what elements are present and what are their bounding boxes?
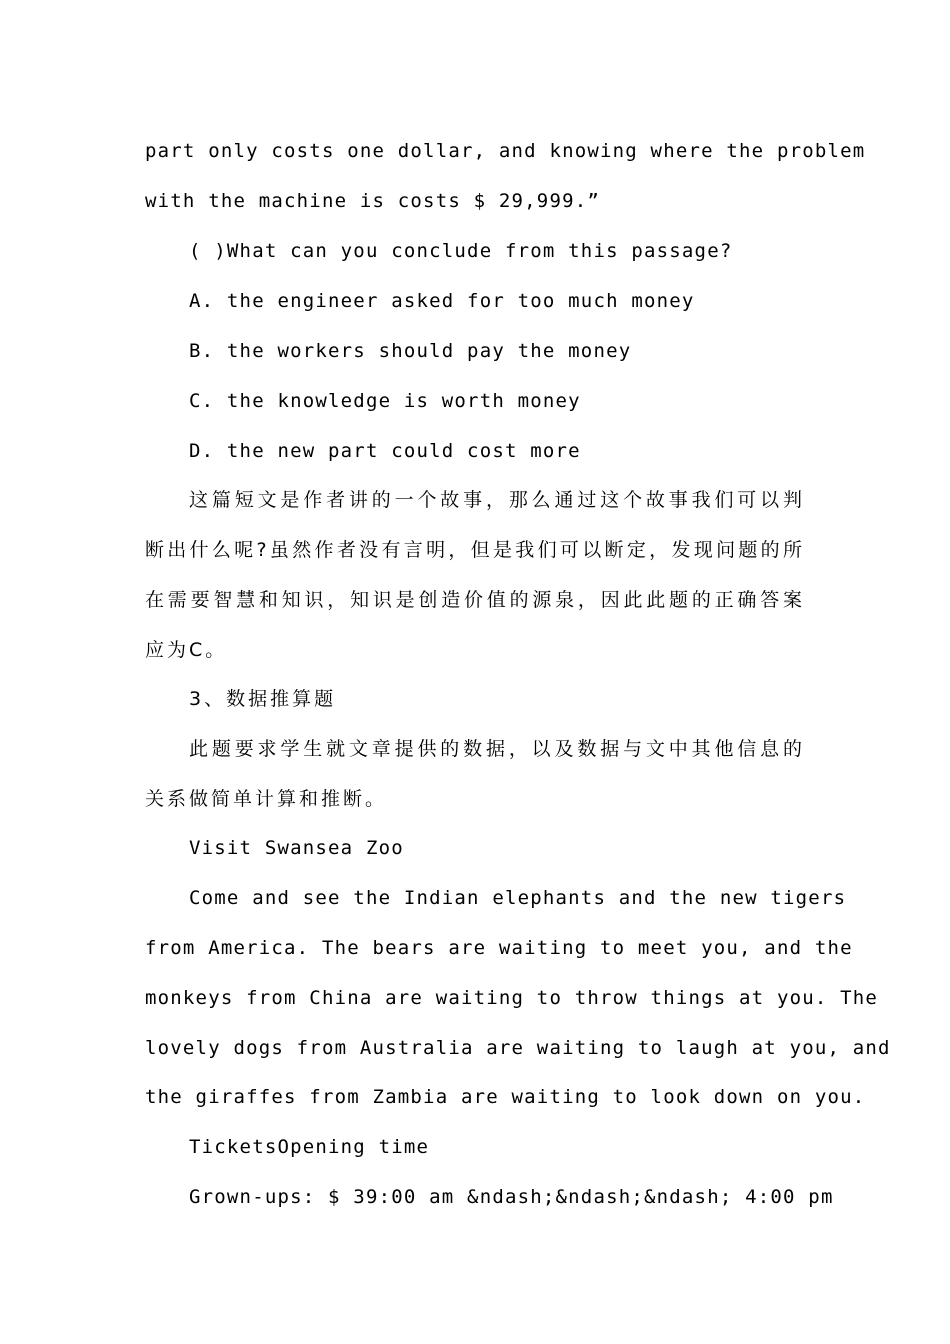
- explanation-line: 在需要智慧和知识，知识是创造价值的源泉，因此此题的正确答案: [145, 589, 805, 611]
- passage-title: Visit Swansea Zoo: [189, 837, 404, 859]
- section-description: 此题要求学生就文章提供的数据，以及数据与文中其他信息的: [189, 738, 805, 760]
- explanation-line: 断出什么呢?虽然作者没有言明，但是我们可以断定，发现问题的所: [145, 539, 805, 561]
- option-d: D. the new part could cost more: [189, 440, 581, 462]
- text-line: with the machine is costs $ 29,999.”: [145, 190, 601, 212]
- option-a: A. the engineer asked for too much money: [189, 290, 695, 312]
- question-line: ( )What can you conclude from this passage?: [189, 240, 733, 262]
- tickets-header: TicketsOpening time: [189, 1136, 430, 1158]
- section-description: 关系做简单计算和推断。: [145, 788, 388, 810]
- option-b: B. the workers should pay the money: [189, 340, 632, 362]
- option-c: C. the knowledge is worth money: [189, 390, 581, 412]
- passage-line: monkeys from China are waiting to throw things at you. The: [145, 987, 879, 1009]
- explanation-line: 这篇短文是作者讲的一个故事，那么通过这个故事我们可以判: [189, 489, 805, 511]
- passage-line: from America. The bears are waiting to meet you, and the: [145, 937, 853, 959]
- passage-line: the giraffes from Zambia are waiting to look down on you.: [145, 1086, 866, 1108]
- passage-line: Come and see the Indian elephants and the new tigers: [189, 887, 847, 909]
- text-line: part only costs one dollar, and knowing where the problem: [145, 140, 866, 162]
- passage-line: lovely dogs from Australia are waiting to laugh at you, and: [145, 1037, 891, 1059]
- tickets-row: Grown-ups: $ 39:00 am &ndash;&ndash;&ndash; 4:00 pm: [189, 1186, 834, 1208]
- section-heading: 3、数据推算题: [189, 688, 337, 710]
- explanation-line: 应为C。: [145, 639, 228, 661]
